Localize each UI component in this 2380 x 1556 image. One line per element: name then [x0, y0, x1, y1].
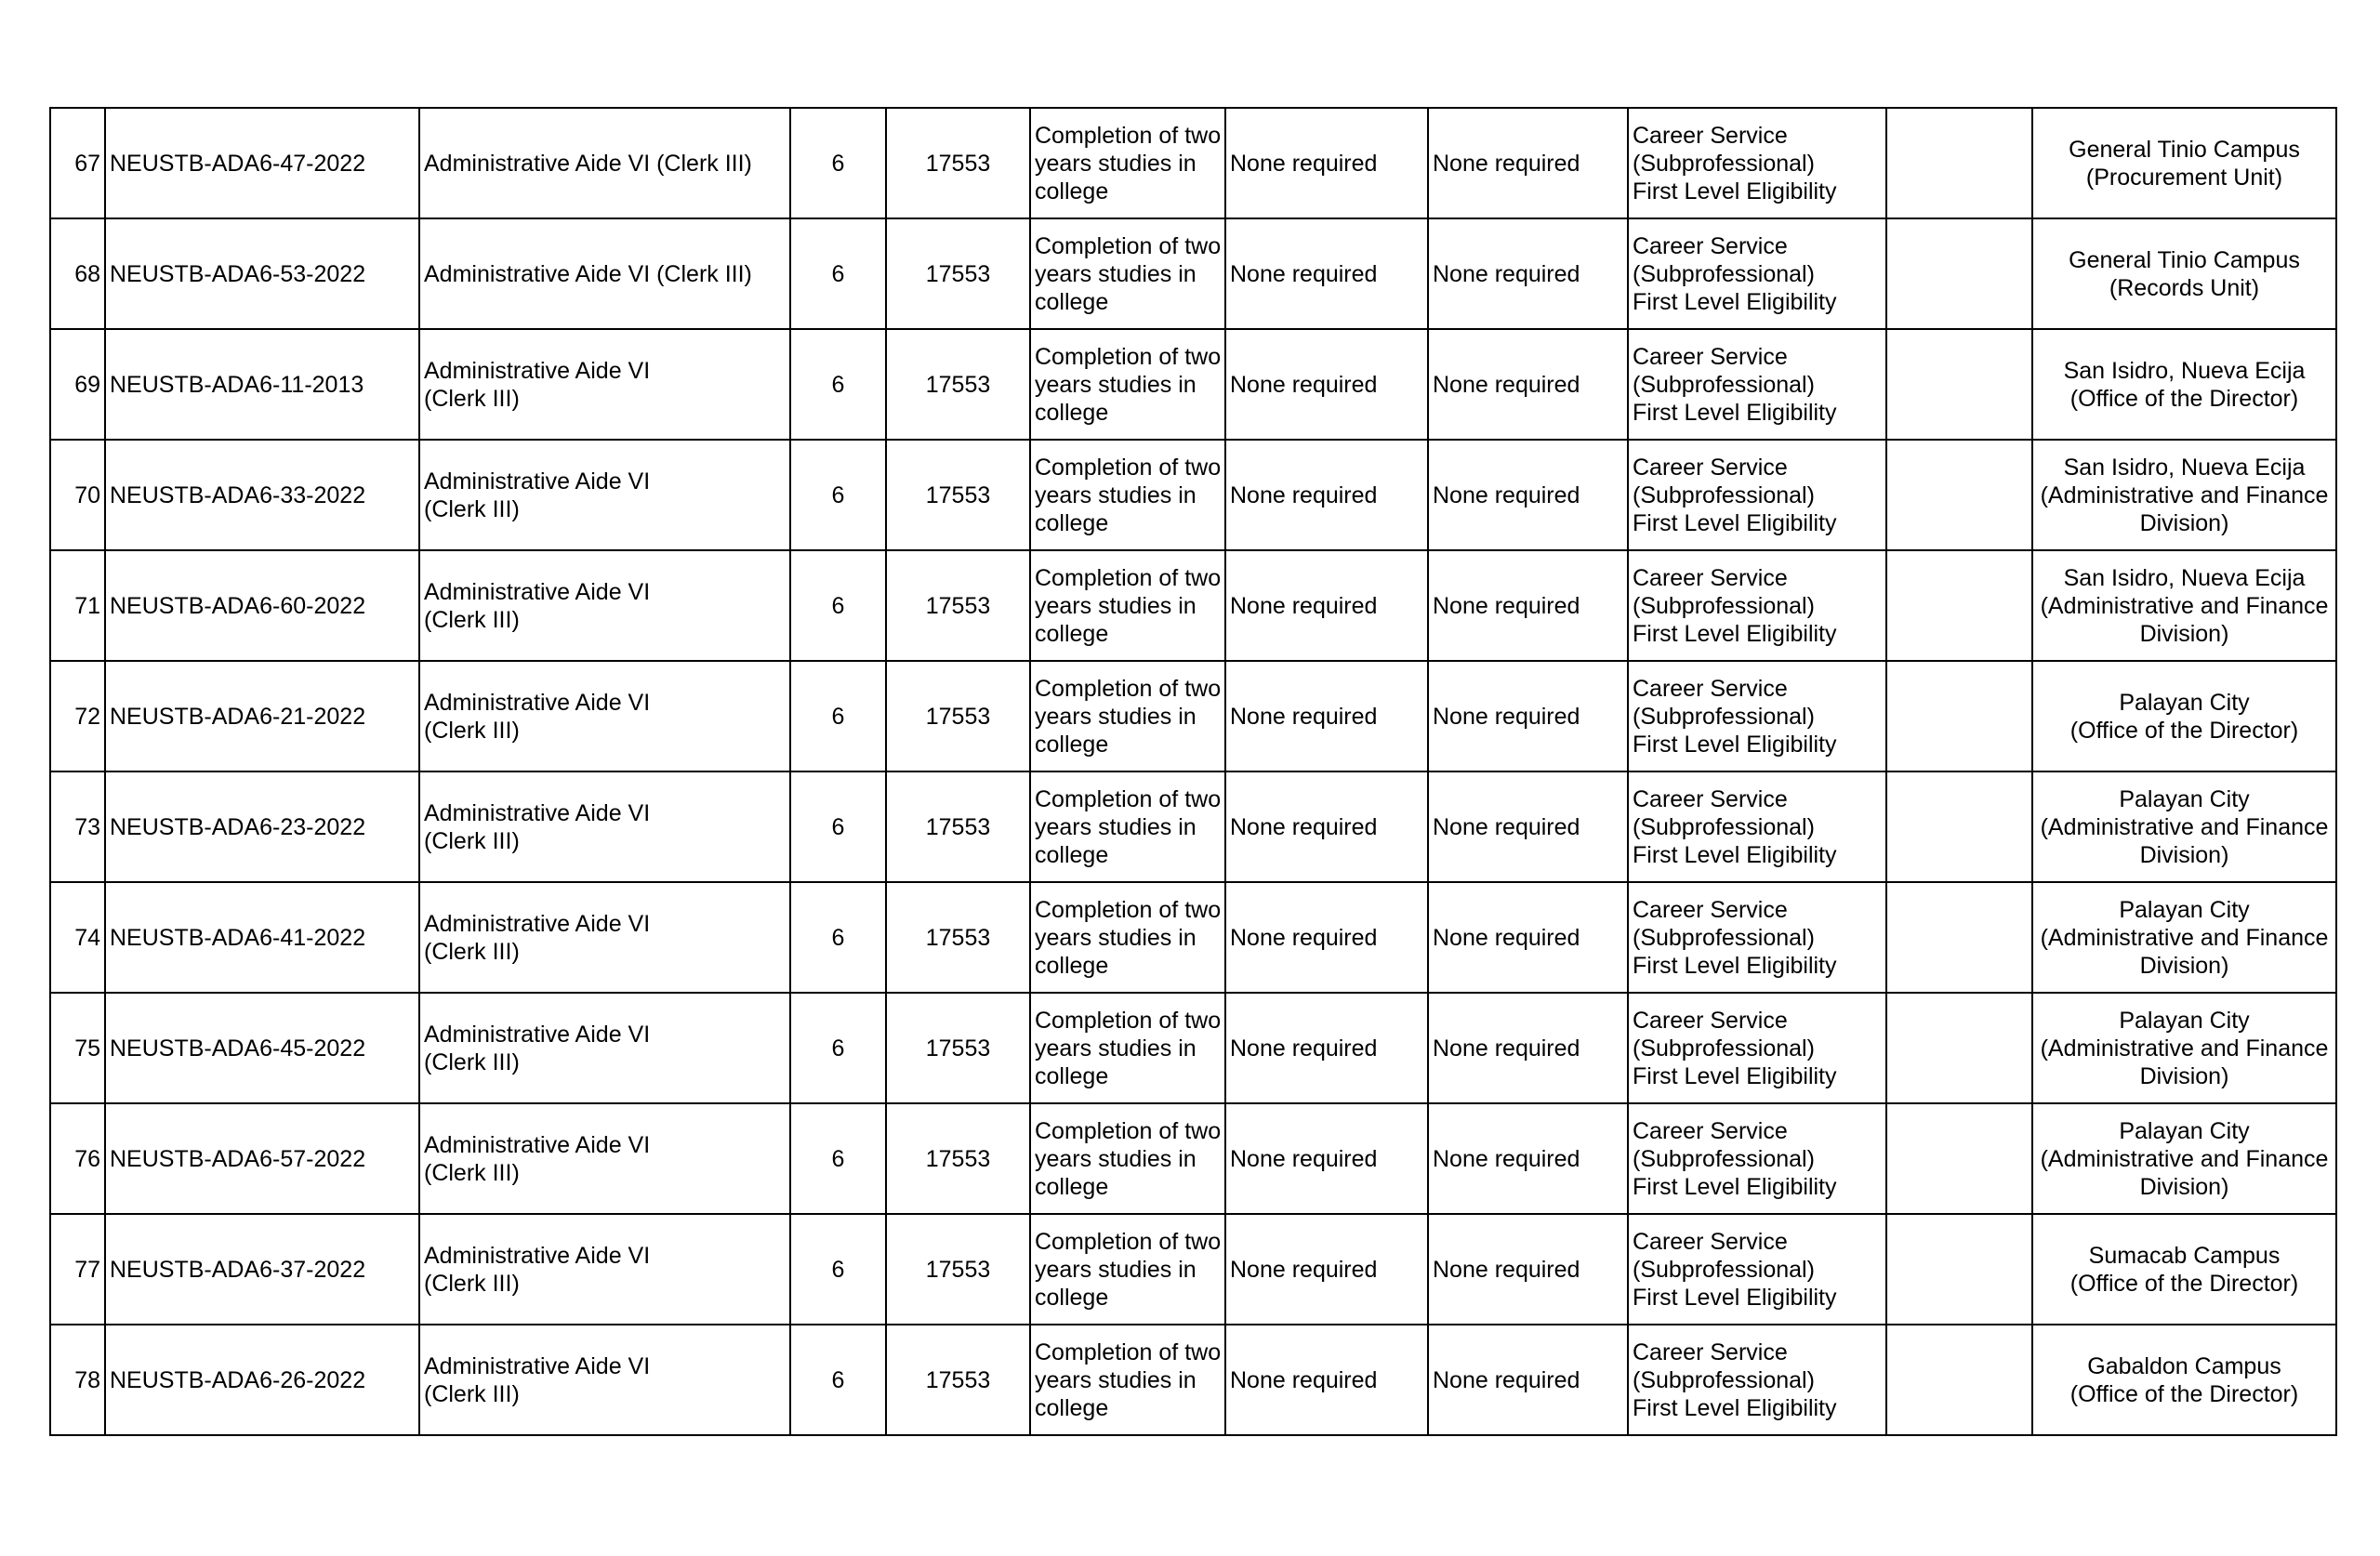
education-requirement-line: Completion of two	[1035, 785, 1222, 812]
education-requirement-line: Completion of two	[1035, 232, 1222, 259]
training-requirement: None required	[1225, 550, 1428, 661]
education-requirement	[1030, 882, 1225, 993]
place-of-assignment-line: Palayan City	[2119, 896, 2250, 923]
education-requirement-line: college	[1035, 178, 1109, 204]
eligibility-requirement-line: First Level Eligibility	[1633, 1062, 1837, 1089]
eligibility-requirement-line: First Level Eligibility	[1633, 509, 1837, 536]
education-requirement	[1030, 1325, 1225, 1435]
education-requirement-line: Completion of two	[1035, 896, 1222, 923]
education-requirement-line: years studies in	[1035, 813, 1197, 840]
row-number: 70	[50, 440, 105, 550]
position-title-line: Administrative Aide VI	[424, 910, 651, 937]
monthly-salary: 17553	[886, 550, 1030, 661]
eligibility-requirement	[1628, 440, 1886, 550]
place-of-assignment-line: (Office of the Director)	[2069, 1380, 2299, 1407]
training-requirement: None required	[1225, 108, 1428, 218]
eligibility-requirement-line: Career Service	[1633, 785, 1788, 812]
education-requirement-line: Completion of two	[1035, 343, 1222, 370]
competency-cell	[1886, 329, 2032, 440]
table-row	[50, 661, 2336, 771]
education-requirement	[1030, 771, 1225, 882]
eligibility-requirement-line: First Level Eligibility	[1633, 952, 1837, 979]
experience-requirement: None required	[1428, 882, 1628, 993]
row-number: 71	[50, 550, 105, 661]
position-title	[419, 218, 790, 329]
position-title-line: Administrative Aide VI	[424, 1242, 651, 1269]
salary-grade: 6	[790, 661, 886, 771]
eligibility-requirement-line: (Subprofessional)	[1633, 1256, 1815, 1283]
eligibility-requirement-line: Career Service	[1633, 1117, 1788, 1144]
row-number: 74	[50, 882, 105, 993]
position-title-line: Administrative Aide VI	[424, 578, 651, 605]
salary-grade: 6	[790, 993, 886, 1103]
eligibility-requirement-line: (Subprofessional)	[1633, 150, 1815, 177]
position-title	[419, 108, 790, 218]
eligibility-requirement-line: Career Service	[1633, 1007, 1788, 1034]
education-requirement-line: years studies in	[1035, 150, 1197, 177]
place-of-assignment-line: San Isidro, Nueva Ecija	[2063, 454, 2306, 481]
education-requirement-line: college	[1035, 841, 1109, 868]
row-number: 75	[50, 993, 105, 1103]
competency-cell	[1886, 771, 2032, 882]
experience-requirement: None required	[1428, 771, 1628, 882]
education-requirement-line: Completion of two	[1035, 1117, 1222, 1144]
place-of-assignment-line: (Administrative and Finance	[2040, 1035, 2329, 1062]
salary-grade: 6	[790, 1103, 886, 1214]
education-requirement-line: years studies in	[1035, 592, 1197, 619]
eligibility-requirement	[1628, 993, 1886, 1103]
place-of-assignment-line: San Isidro, Nueva Ecija	[2063, 357, 2306, 384]
place-of-assignment-line: (Office of the Director)	[2069, 385, 2299, 412]
education-requirement	[1030, 1214, 1225, 1325]
eligibility-requirement-line: (Subprofessional)	[1633, 371, 1815, 398]
competency-cell	[1886, 1214, 2032, 1325]
item-number: NEUSTB-ADA6-60-2022	[105, 550, 419, 661]
eligibility-requirement-line: Career Service	[1633, 896, 1788, 923]
row-number: 67	[50, 108, 105, 218]
eligibility-requirement	[1628, 1103, 1886, 1214]
table-row	[50, 1214, 2336, 1325]
education-requirement-line: college	[1035, 1284, 1109, 1311]
salary-grade: 6	[790, 550, 886, 661]
place-of-assignment-line: Sumacab Campus	[2088, 1242, 2281, 1269]
eligibility-requirement-line: First Level Eligibility	[1633, 620, 1837, 647]
place-of-assignment-line: Division)	[2139, 1062, 2229, 1089]
competency-cell	[1886, 1103, 2032, 1214]
salary-grade: 6	[790, 218, 886, 329]
education-requirement-line: college	[1035, 288, 1109, 315]
education-requirement-line: Completion of two	[1035, 122, 1222, 149]
training-requirement: None required	[1225, 1325, 1428, 1435]
education-requirement-line: college	[1035, 1394, 1109, 1421]
eligibility-requirement-line: First Level Eligibility	[1633, 178, 1837, 204]
table-row	[50, 882, 2336, 993]
education-requirement-line: Completion of two	[1035, 454, 1222, 481]
position-title-line: (Clerk III)	[424, 1270, 520, 1297]
table-row	[50, 218, 2336, 329]
experience-requirement: None required	[1428, 329, 1628, 440]
item-number: NEUSTB-ADA6-45-2022	[105, 993, 419, 1103]
education-requirement-line: Completion of two	[1035, 1007, 1222, 1034]
competency-cell	[1886, 661, 2032, 771]
table-row	[50, 108, 2336, 218]
education-requirement-line: years studies in	[1035, 1366, 1197, 1393]
eligibility-requirement	[1628, 661, 1886, 771]
education-requirement-line: college	[1035, 509, 1109, 536]
item-number: NEUSTB-ADA6-11-2013	[105, 329, 419, 440]
education-requirement	[1030, 1103, 1225, 1214]
education-requirement-line: years studies in	[1035, 703, 1197, 730]
eligibility-requirement-line: (Subprofessional)	[1633, 260, 1815, 287]
table-row	[50, 771, 2336, 882]
experience-requirement: None required	[1428, 550, 1628, 661]
experience-requirement: None required	[1428, 1103, 1628, 1214]
item-number: NEUSTB-ADA6-26-2022	[105, 1325, 419, 1435]
row-number: 76	[50, 1103, 105, 1214]
position-title-line: Administrative Aide VI	[424, 1131, 651, 1158]
monthly-salary: 17553	[886, 329, 1030, 440]
experience-requirement: None required	[1428, 218, 1628, 329]
monthly-salary: 17553	[886, 1103, 1030, 1214]
row-number: 72	[50, 661, 105, 771]
eligibility-requirement-line: Career Service	[1633, 122, 1788, 149]
competency-cell	[1886, 550, 2032, 661]
place-of-assignment	[2032, 1214, 2336, 1325]
eligibility-requirement-line: (Subprofessional)	[1633, 813, 1815, 840]
place-of-assignment	[2032, 329, 2336, 440]
place-of-assignment	[2032, 440, 2336, 550]
place-of-assignment-line: (Records Unit)	[2109, 274, 2260, 301]
place-of-assignment	[2032, 771, 2336, 882]
education-requirement-line: years studies in	[1035, 1035, 1197, 1062]
position-title-line: Administrative Aide VI (Clerk III)	[424, 260, 752, 287]
position-title	[419, 1214, 790, 1325]
position-title-line: Administrative Aide VI	[424, 799, 651, 826]
eligibility-requirement-line: Career Service	[1633, 675, 1788, 702]
position-title-line: (Clerk III)	[424, 606, 520, 633]
education-requirement-line: Completion of two	[1035, 1228, 1222, 1255]
position-title	[419, 1103, 790, 1214]
training-requirement: None required	[1225, 1103, 1428, 1214]
place-of-assignment	[2032, 993, 2336, 1103]
education-requirement-line: college	[1035, 399, 1109, 426]
place-of-assignment	[2032, 218, 2336, 329]
eligibility-requirement-line: First Level Eligibility	[1633, 1173, 1837, 1200]
monthly-salary: 17553	[886, 771, 1030, 882]
competency-cell	[1886, 993, 2032, 1103]
place-of-assignment-line: (Administrative and Finance	[2040, 592, 2329, 619]
eligibility-requirement-line: First Level Eligibility	[1633, 731, 1837, 758]
table-row	[50, 1325, 2336, 1435]
place-of-assignment	[2032, 108, 2336, 218]
monthly-salary: 17553	[886, 1325, 1030, 1435]
education-requirement-line: Completion of two	[1035, 1338, 1222, 1365]
position-title-line: (Clerk III)	[424, 938, 520, 965]
eligibility-requirement	[1628, 108, 1886, 218]
training-requirement: None required	[1225, 771, 1428, 882]
item-number: NEUSTB-ADA6-47-2022	[105, 108, 419, 218]
place-of-assignment-line: San Isidro, Nueva Ecija	[2063, 564, 2306, 591]
eligibility-requirement	[1628, 771, 1886, 882]
eligibility-requirement	[1628, 1325, 1886, 1435]
experience-requirement: None required	[1428, 1325, 1628, 1435]
monthly-salary: 17553	[886, 993, 1030, 1103]
position-title-line: Administrative Aide VI (Clerk III)	[424, 150, 752, 177]
monthly-salary: 17553	[886, 1214, 1030, 1325]
place-of-assignment	[2032, 882, 2336, 993]
experience-requirement: None required	[1428, 108, 1628, 218]
monthly-salary: 17553	[886, 440, 1030, 550]
monthly-salary: 17553	[886, 108, 1030, 218]
salary-grade: 6	[790, 440, 886, 550]
education-requirement	[1030, 661, 1225, 771]
eligibility-requirement-line: First Level Eligibility	[1633, 1284, 1837, 1311]
position-title-line: Administrative Aide VI	[424, 689, 651, 716]
place-of-assignment-line: Palayan City	[2119, 689, 2250, 716]
place-of-assignment-line: Division)	[2139, 841, 2229, 868]
eligibility-requirement-line: Career Service	[1633, 232, 1788, 259]
item-number: NEUSTB-ADA6-23-2022	[105, 771, 419, 882]
education-requirement-line: years studies in	[1035, 1145, 1197, 1172]
place-of-assignment-line: (Office of the Director)	[2069, 717, 2299, 744]
row-number: 73	[50, 771, 105, 882]
education-requirement-line: college	[1035, 731, 1109, 758]
position-title-line: (Clerk III)	[424, 717, 520, 744]
competency-cell	[1886, 440, 2032, 550]
eligibility-requirement-line: Career Service	[1633, 454, 1788, 481]
eligibility-requirement	[1628, 882, 1886, 993]
item-number: NEUSTB-ADA6-37-2022	[105, 1214, 419, 1325]
place-of-assignment-line: (Administrative and Finance	[2040, 1145, 2329, 1172]
education-requirement-line: college	[1035, 620, 1109, 647]
education-requirement	[1030, 550, 1225, 661]
row-number: 77	[50, 1214, 105, 1325]
place-of-assignment-line: Palayan City	[2119, 1007, 2250, 1034]
position-title	[419, 882, 790, 993]
eligibility-requirement	[1628, 329, 1886, 440]
eligibility-requirement-line: (Subprofessional)	[1633, 703, 1815, 730]
experience-requirement: None required	[1428, 993, 1628, 1103]
place-of-assignment	[2032, 1103, 2336, 1214]
education-requirement	[1030, 993, 1225, 1103]
place-of-assignment-line: (Administrative and Finance	[2040, 924, 2329, 951]
place-of-assignment-line: (Procurement Unit)	[2085, 164, 2283, 191]
experience-requirement: None required	[1428, 440, 1628, 550]
position-title-line: (Clerk III)	[424, 385, 520, 412]
salary-grade: 6	[790, 882, 886, 993]
place-of-assignment-line: General Tinio Campus	[2069, 246, 2300, 273]
education-requirement-line: Completion of two	[1035, 675, 1222, 702]
position-title-line: (Clerk III)	[424, 1048, 520, 1075]
training-requirement: None required	[1225, 661, 1428, 771]
competency-cell	[1886, 218, 2032, 329]
training-requirement: None required	[1225, 329, 1428, 440]
place-of-assignment-line: Palayan City	[2119, 785, 2250, 812]
position-title	[419, 329, 790, 440]
competency-cell	[1886, 108, 2032, 218]
item-number: NEUSTB-ADA6-41-2022	[105, 882, 419, 993]
competency-cell	[1886, 1325, 2032, 1435]
education-requirement	[1030, 108, 1225, 218]
eligibility-requirement-line: (Subprofessional)	[1633, 481, 1815, 508]
training-requirement: None required	[1225, 1214, 1428, 1325]
place-of-assignment	[2032, 1325, 2336, 1435]
eligibility-requirement-line: Career Service	[1633, 343, 1788, 370]
eligibility-requirement-line: First Level Eligibility	[1633, 841, 1837, 868]
place-of-assignment	[2032, 661, 2336, 771]
table-body	[50, 108, 2336, 1435]
monthly-salary: 17553	[886, 661, 1030, 771]
row-number: 68	[50, 218, 105, 329]
education-requirement-line: years studies in	[1035, 481, 1197, 508]
position-title-line: Administrative Aide VI	[424, 468, 651, 494]
education-requirement-line: college	[1035, 952, 1109, 979]
eligibility-requirement	[1628, 550, 1886, 661]
education-requirement-line: years studies in	[1035, 1256, 1197, 1283]
position-title	[419, 1325, 790, 1435]
eligibility-requirement-line: First Level Eligibility	[1633, 399, 1837, 426]
row-number: 78	[50, 1325, 105, 1435]
eligibility-requirement-line: (Subprofessional)	[1633, 1366, 1815, 1393]
table-row	[50, 1103, 2336, 1214]
education-requirement	[1030, 329, 1225, 440]
training-requirement: None required	[1225, 993, 1428, 1103]
salary-grade: 6	[790, 329, 886, 440]
position-title-line: Administrative Aide VI	[424, 357, 651, 384]
eligibility-requirement-line: (Subprofessional)	[1633, 1035, 1815, 1062]
experience-requirement: None required	[1428, 661, 1628, 771]
item-number: NEUSTB-ADA6-57-2022	[105, 1103, 419, 1214]
item-number: NEUSTB-ADA6-33-2022	[105, 440, 419, 550]
position-title-line: (Clerk III)	[424, 827, 520, 854]
place-of-assignment-line: (Administrative and Finance	[2040, 813, 2329, 840]
eligibility-requirement-line: (Subprofessional)	[1633, 592, 1815, 619]
eligibility-requirement-line: Career Service	[1633, 1338, 1788, 1365]
place-of-assignment-line: Division)	[2139, 952, 2229, 979]
education-requirement-line: years studies in	[1035, 260, 1197, 287]
position-title-line: (Clerk III)	[424, 1380, 520, 1407]
position-title	[419, 993, 790, 1103]
item-number: NEUSTB-ADA6-53-2022	[105, 218, 419, 329]
position-title	[419, 771, 790, 882]
table-row	[50, 550, 2336, 661]
place-of-assignment-line: Division)	[2139, 620, 2229, 647]
education-requirement-line: college	[1035, 1062, 1109, 1089]
education-requirement-line: years studies in	[1035, 924, 1197, 951]
salary-grade: 6	[790, 1214, 886, 1325]
place-of-assignment-line: Palayan City	[2119, 1117, 2250, 1144]
eligibility-requirement-line: (Subprofessional)	[1633, 1145, 1815, 1172]
training-requirement: None required	[1225, 882, 1428, 993]
position-title	[419, 440, 790, 550]
eligibility-requirement-line: First Level Eligibility	[1633, 288, 1837, 315]
place-of-assignment-line: General Tinio Campus	[2069, 136, 2300, 163]
place-of-assignment-line: Gabaldon Campus	[2087, 1352, 2281, 1379]
monthly-salary: 17553	[886, 218, 1030, 329]
eligibility-requirement-line: Career Service	[1633, 1228, 1788, 1255]
training-requirement: None required	[1225, 440, 1428, 550]
row-number: 69	[50, 329, 105, 440]
training-requirement: None required	[1225, 218, 1428, 329]
education-requirement	[1030, 440, 1225, 550]
position-title-line: (Clerk III)	[424, 1159, 520, 1186]
salary-grade: 6	[790, 108, 886, 218]
eligibility-requirement	[1628, 1214, 1886, 1325]
eligibility-requirement-line: First Level Eligibility	[1633, 1394, 1837, 1421]
competency-cell	[1886, 882, 2032, 993]
eligibility-requirement	[1628, 218, 1886, 329]
experience-requirement: None required	[1428, 1214, 1628, 1325]
position-title-line: (Clerk III)	[424, 495, 520, 522]
place-of-assignment-line: (Office of the Director)	[2069, 1270, 2299, 1297]
vacant-positions-table	[49, 107, 2337, 1436]
position-title-line: Administrative Aide VI	[424, 1352, 651, 1379]
position-title	[419, 550, 790, 661]
monthly-salary: 17553	[886, 882, 1030, 993]
item-number: NEUSTB-ADA6-21-2022	[105, 661, 419, 771]
position-title-line: Administrative Aide VI	[424, 1021, 651, 1048]
table-row	[50, 993, 2336, 1103]
education-requirement-line: college	[1035, 1173, 1109, 1200]
table-row	[50, 440, 2336, 550]
salary-grade: 6	[790, 771, 886, 882]
place-of-assignment-line: Division)	[2139, 1173, 2229, 1200]
eligibility-requirement-line: (Subprofessional)	[1633, 924, 1815, 951]
table-row	[50, 329, 2336, 440]
education-requirement-line: Completion of two	[1035, 564, 1222, 591]
place-of-assignment-line: (Administrative and Finance	[2040, 481, 2329, 508]
place-of-assignment	[2032, 550, 2336, 661]
education-requirement	[1030, 218, 1225, 329]
salary-grade: 6	[790, 1325, 886, 1435]
place-of-assignment-line: Division)	[2139, 509, 2229, 536]
eligibility-requirement-line: Career Service	[1633, 564, 1788, 591]
education-requirement-line: years studies in	[1035, 371, 1197, 398]
position-title	[419, 661, 790, 771]
